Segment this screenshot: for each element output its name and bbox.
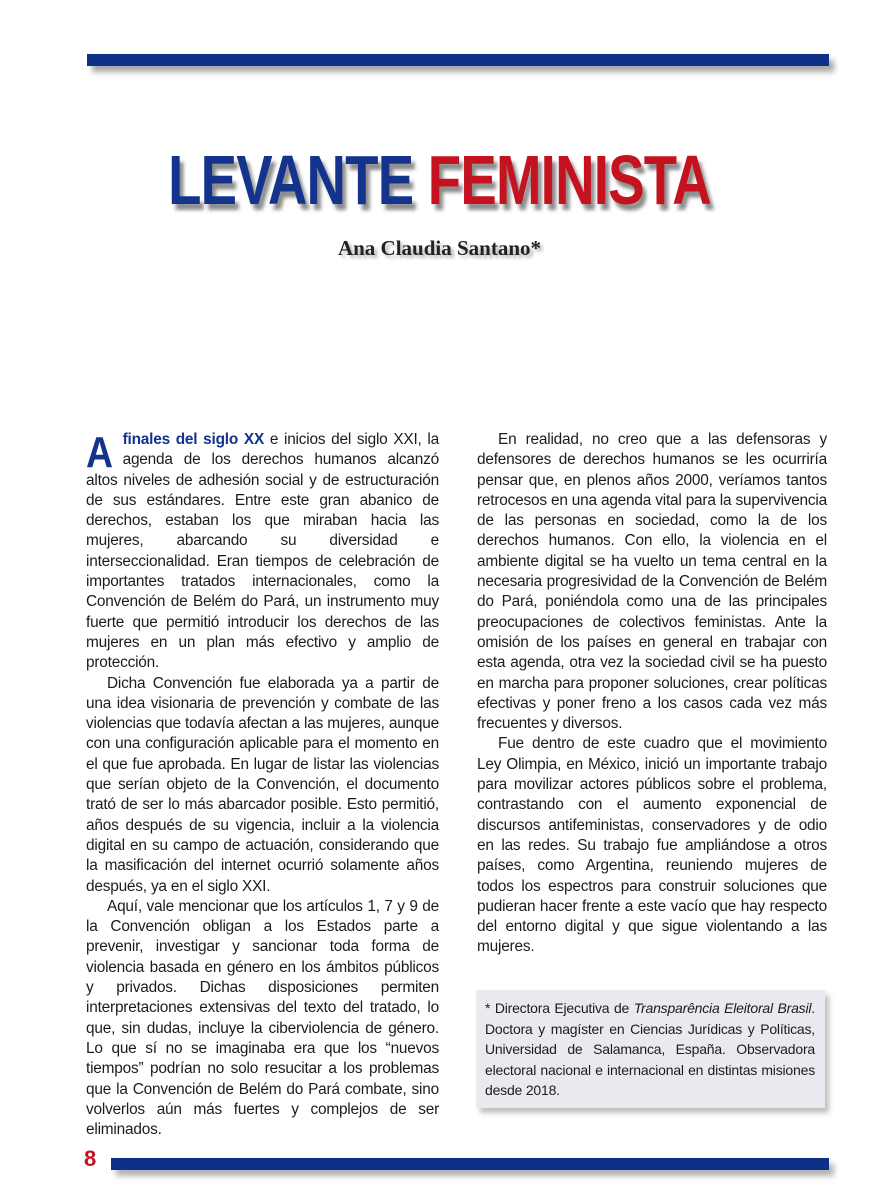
page-number: 8	[84, 1146, 97, 1171]
article-title	[97, 140, 783, 220]
paragraph-1-text: e inicios del siglo XXI, la agenda de los derechos humanos alcanzó altos niveles de adhesión social y de estructuración de sus estándares. Entre este gran abanico de derechos, estaban los que miraban hacia las mujeres, abarcando su diversidad e interseccionalidad. Eran tiempos de celebración de importantes tratados internacionales, como la Convención de Belém do Pará, un instrumento muy fuerte que permitió introducir los derechos de las mujeres en un plan más efectivo y amplio de protección.	[86, 431, 439, 672]
drop-cap: A	[86, 428, 113, 477]
title-word-levante: LEVANTE	[168, 141, 414, 219]
top-rule	[87, 54, 829, 66]
title-word-feminista: FEMINISTA	[427, 141, 711, 219]
paragraph-2: Dicha Convención fue elaborada ya a partir de una idea visionaria de prevención y combate de las violencias que todavía afectan a las mujeres, aunque con una configuración aplicable para el momento en el que fue aprobada. En lugar de listar las violencias que serían objeto de la Convención, el documento trató de ser lo más abarcador posible. Esto permitió, años después de su vigencia, incluir a la violencia digital en su campo de actuación, considerando que la masificación del internet ocurrió solamente años después, ya en el siglo XXI.	[86, 674, 439, 895]
author-footnote-box	[476, 990, 825, 1108]
paragraph-3: Aquí, vale mencionar que los artículos 1, 7 y 9 de la Convención obligan a los Estados parte a prevenir, investigar y sancionar toda forma de violencia basada en género en los ámbitos públicos y privados. Dichas disposiciones permiten interpretaciones extensivas del texto del tratado, lo que, sin dudas, incluye la ciberviolencia de género. Lo que sí no se imaginaba era que los “nuevos tiempos” podrían no solo resucitar a los problemas que la Convención de Belém do Pará combate, sino volverlos aún más fuertes y complejos de ser eliminados.	[86, 897, 439, 1139]
lead-in: finales del siglo XX	[122, 431, 265, 448]
footnote-prefix: * Directora Ejecutiva de	[485, 1000, 634, 1016]
footnote-text	[485, 998, 815, 1101]
bottom-rule	[111, 1158, 829, 1170]
left-column	[86, 430, 439, 1140]
footnote-rest: . Doctora y magíster en Ciencias Jurídicas y Políticas, Universidad de Salamanca, España. Observadora electoral nacional e internacional en distintas misiones desde 2018.	[485, 1000, 815, 1098]
paragraph-4: En realidad, no creo que a las defensoras y defensores de derechos humanos se les ocurriría pensar que, en plenos años 2000, veríamos tantos retrocesos en una agenda vital para la supervivencia de las personas en sociedad, como la de los derechos humanos. Con ello, la violencia en el ambiente digital se ha vuelto un tema central en la necesaria progresividad de la Convención de Belém do Pará, poniéndola como una de las principales preocupaciones de colectivos feministas. Ante la omisión de los países en general en trabajar con esta agenda, otra vez la sociedad civil se ha puesto en marcha para proponer soluciones, crear políticas efectivas y poner freno a los casos cada vez más frecuentes y diversos.	[477, 431, 827, 733]
author-byline: Ana Claudia Santano*	[337, 236, 542, 260]
footnote-org: Transparência Eleitoral Brasil	[633, 1000, 812, 1016]
right-column	[477, 430, 827, 958]
paragraph-1	[86, 430, 439, 674]
paragraph-5: Fue dentro de este cuadro que el movimiento Ley Olimpia, en México, inició un importante trabajo para movilizar actores públicos sobre el problema, contrastando con el aumento exponencial de discursos antifeministas, conservadores y de odio en las redes. Su trabajo fue ampliándose a otros países, como Argentina, reuniendo mujeres de todos los espectros para construir soluciones que pudieran hacer frente a este vacío que hay respecto del entorno digital y que sigue violentando a las mujeres.	[477, 735, 827, 956]
